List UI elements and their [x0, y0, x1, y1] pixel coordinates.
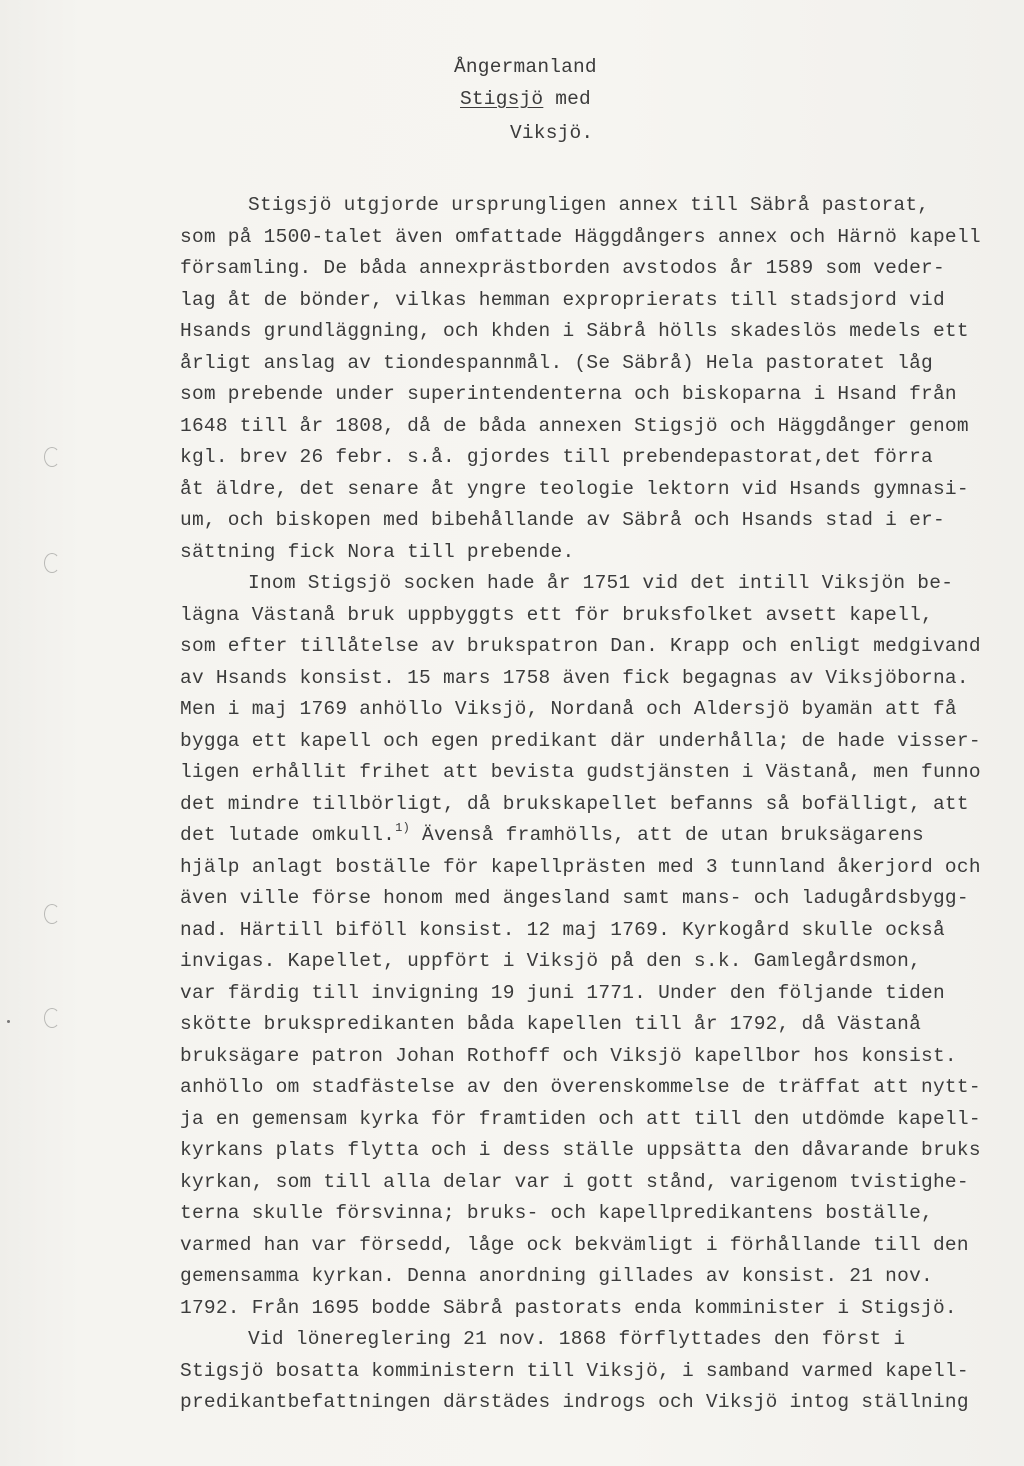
text-line [180, 190, 1024, 222]
line-text: lägna Västanå bruk uppbyggts ett för bruksfolket avsett kapell, [180, 603, 933, 626]
line-text: församling. De båda annexprästborden avstodos år 1589 som veder- [180, 257, 945, 279]
line-text: Stigsjö bosatta komministern till Viksjö, i samband varmed kapell- [180, 1359, 969, 1382]
line-text: sättning fick Nora till prebende. [180, 540, 575, 563]
line-text: som efter tillåtelse av brukspatron Dan. Krapp och enligt medgivand [180, 635, 981, 657]
text-line [180, 757, 1024, 789]
line-text: Men i maj 1769 anhöllo Viksjö, Nordanå och Aldersjö byamän att få [180, 698, 957, 720]
text-line [180, 820, 1024, 852]
line-text: lag åt de bönder, vilkas hemman exproprierats till stadsjord vid [180, 288, 945, 311]
line-text: ja en gemensam kyrka för framtiden och att till den utdömde kapell- [180, 1107, 981, 1130]
text-line [180, 474, 1024, 506]
text-line [180, 852, 1024, 884]
line-text: ligen erhållit frihet att bevista gudstjänsten i Västanå, men funno [180, 761, 981, 783]
line-text: 1648 till år 1808, då de båda annexen Stigsjö och Häggdånger genom [180, 414, 969, 437]
line-text: um, och biskopen med bibehållande av Säbrå och Hsands stad i er- [180, 509, 945, 531]
punch-hole-icon [44, 904, 60, 924]
ink-dot [7, 1020, 10, 1023]
line-text: Hsands grundläggning, och khden i Säbrå hölls skadeslös medels ett [180, 320, 969, 342]
text-line [180, 915, 1024, 947]
text-line [180, 1293, 1024, 1325]
line-text: det mindre tillbörligt, då brukskapellet befanns så bofälligt, att [180, 792, 969, 815]
text-line [180, 1230, 1024, 1262]
header-region: Ångermanland [454, 56, 597, 78]
line-text: bruksägare patron Johan Rothoff och Viksjö kapellbor hos konsist. [180, 1044, 957, 1067]
text-line [180, 1135, 1024, 1167]
text-line [180, 505, 1024, 537]
text-line [180, 600, 1024, 632]
text-line [180, 883, 1024, 915]
text-line [180, 1104, 1024, 1136]
line-text: nad. Härtill biföll konsist. 12 maj 1769. Kyrkogård skulle också [180, 918, 945, 941]
text-line [180, 789, 1024, 821]
text-line [180, 946, 1024, 978]
text-line [180, 1356, 1024, 1388]
line-text: terna skulle försvinna; bruks- och kapellpredikantens boställe, [180, 1202, 933, 1224]
text-line [180, 442, 1024, 474]
line-text: åt äldre, det senare åt yngre teologie lektorn vid Hsands gymnasi- [180, 477, 969, 500]
text-line [180, 348, 1024, 380]
text-line [180, 1324, 1024, 1356]
text-line [180, 1198, 1024, 1230]
text-line [180, 316, 1024, 348]
text-line [180, 253, 1024, 285]
text-line [180, 726, 1024, 758]
line-text: anhöllo om stadfästelse av den överenskommelse de träffat att nytt- [180, 1076, 981, 1098]
punch-hole-icon [44, 553, 60, 573]
footnote-marker: 1) [395, 821, 411, 835]
line-text: även ville förse honom med ängesland samt mans- och ladugårdsbygg- [180, 887, 969, 909]
line-text: kyrkan, som till alla delar var i gott stånd, varigenom tvistighe- [180, 1170, 969, 1193]
text-line [180, 1167, 1024, 1199]
line-text: var färdig till invigning 19 juni 1771. Under den följande tiden [180, 981, 945, 1004]
punch-hole-icon [44, 447, 60, 467]
line-text: Stigsjö utgjorde ursprungligen annex till Säbrå pastorat, [248, 194, 930, 216]
text-line [180, 1072, 1024, 1104]
text-line [180, 379, 1024, 411]
line-text: predikantbefattningen därstädes indrogs och Viksjö intog ställning [180, 1391, 969, 1413]
line-text-after: Ävenså framhölls, att de utan bruksägarens [410, 824, 924, 846]
text-line [180, 222, 1024, 254]
line-text: 1792. Från 1695 bodde Säbrå pastorats enda komminister i Stigsjö. [180, 1296, 957, 1319]
text-line [180, 1261, 1024, 1293]
line-text: skötte brukspredikanten båda kapellen till år 1792, då Västanå [180, 1013, 922, 1035]
document-body [180, 190, 1024, 1419]
line-text: som på 1500-talet även omfattade Häggdångers annex och Härnö kapell [180, 225, 981, 248]
line-text: hjälp anlagt boställe för kapellprästen med 3 tunnland åkerjord och [180, 855, 981, 878]
line-text: det lutade omkull. [180, 824, 396, 846]
text-line [180, 631, 1024, 663]
text-line [180, 1009, 1024, 1041]
line-text: kyrkans plats flytta och i dess ställe uppsätta den dåvarande bruks [180, 1139, 981, 1161]
punch-hole-icon [44, 1008, 60, 1028]
header-parish [460, 84, 591, 114]
text-line [180, 978, 1024, 1010]
header-parish-name: Stigsjö [460, 88, 544, 110]
text-line [180, 285, 1024, 317]
line-text: varmed han var försedd, låge ock bekvämligt i förhållande till den [180, 1233, 969, 1256]
line-text: som prebende under superintendenterna och biskoparna i Hsand från [180, 383, 957, 405]
line-text: kgl. brev 26 febr. s.å. gjordes till prebendepastorat,det förra [180, 446, 933, 468]
text-line [180, 1387, 1024, 1419]
line-text: av Hsands konsist. 15 mars 1758 även fick begagnas av Viksjöborna. [180, 666, 969, 689]
line-text: gemensamma kyrkan. Denna anordning gillades av konsist. 21 nov. [180, 1265, 933, 1287]
line-text: årligt anslag av tiondespannmål. (Se Säbrå) Hela pastoratet låg [180, 351, 933, 374]
line-text: bygga ett kapell och egen predikant där underhålla; de hade visser- [180, 729, 981, 752]
header-annex: Viksjö. [510, 122, 594, 144]
text-line [180, 568, 1024, 600]
line-text: invigas. Kapellet, uppfört i Viksjö på den s.k. Gamlegårdsmon, [180, 950, 922, 972]
text-line [180, 537, 1024, 569]
text-line [180, 663, 1024, 695]
text-line [180, 694, 1024, 726]
line-text: Inom Stigsjö socken hade år 1751 vid det intill Viksjön be- [248, 572, 954, 594]
text-line [180, 411, 1024, 443]
line-text: Vid lönereglering 21 nov. 1868 förflyttades den först i [248, 1328, 906, 1350]
header-parish-rest: med [543, 88, 591, 110]
text-line [180, 1041, 1024, 1073]
